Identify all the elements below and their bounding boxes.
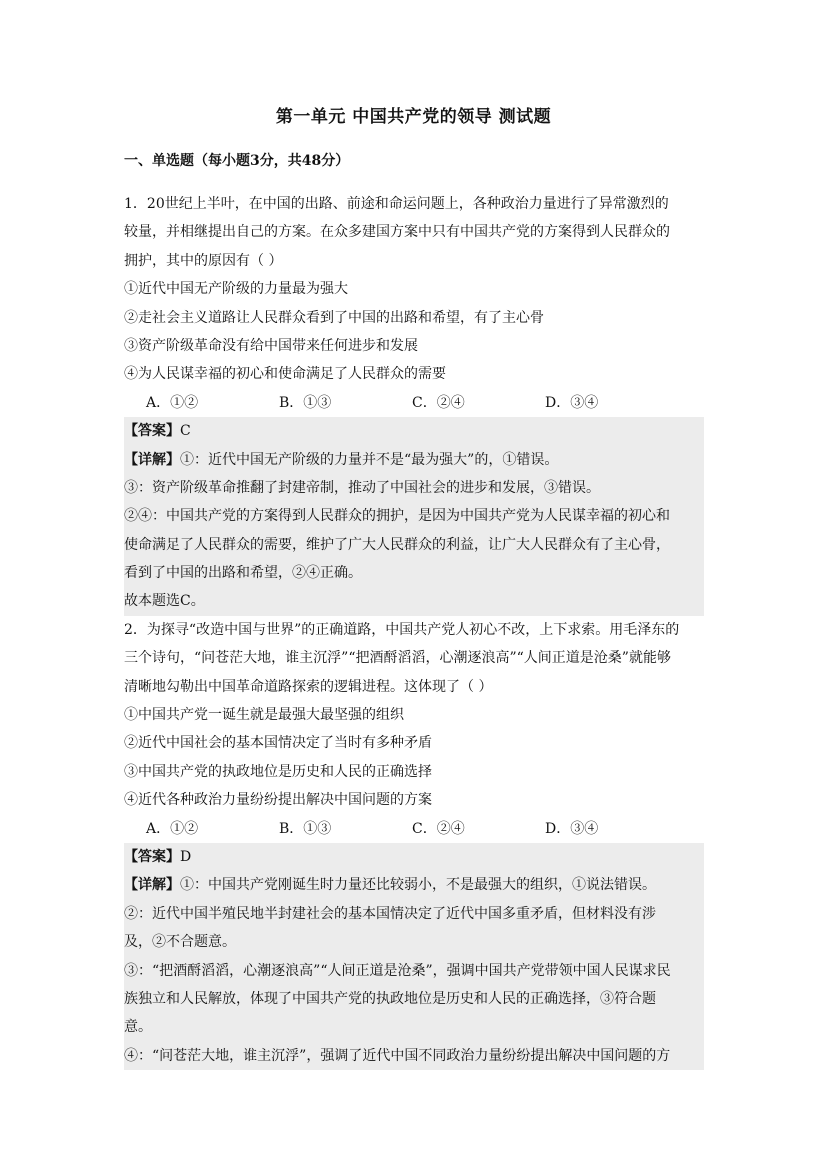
- option-d: D．③④: [545, 820, 599, 837]
- detail-line: ②：近代中国半殖民地半封建社会的基本国情决定了近代中国多重矛盾，但材料没有涉: [124, 905, 656, 922]
- statement: ①中国共产党一诞生就是最强大最坚强的组织: [124, 707, 404, 724]
- answer-line: [124, 843, 704, 871]
- question-stem-line: 拥护，其中的原因有（ ）: [124, 252, 283, 269]
- question-stem-line: 较量，并相继提出自己的方案。在众多建国方案中只有中国共产党的方案得到人民群众的: [124, 224, 670, 241]
- option-b: B．①③: [279, 394, 332, 411]
- option-c: C．②④: [412, 394, 465, 411]
- detail-line: ②④：中国共产党的方案得到人民群众的拥护，是因为中国共产党为人民谋幸福的初心和: [124, 508, 670, 525]
- answer-block: [124, 417, 704, 616]
- question-1: [124, 190, 704, 616]
- answer-options: [124, 389, 704, 417]
- answer-label: 【答案】: [124, 848, 180, 865]
- answer-label: 【答案】: [124, 423, 180, 440]
- detail-text: ①：近代中国无产阶级的力量并不是“最为强大”的，①错误。: [180, 451, 559, 468]
- answer-value: D: [180, 848, 192, 865]
- option-a: A．①②: [146, 394, 199, 411]
- section-heading: 一、单选题（每小题3分，共48分）: [124, 153, 350, 169]
- answer-line: [124, 417, 704, 445]
- detail-line: ③：资产阶级革命推翻了封建帝制，推动了中国社会的进步和发展，③错误。: [124, 479, 600, 496]
- answer-value: C: [180, 423, 191, 440]
- answer-options: [124, 815, 704, 843]
- statement: ③中国共产党的执政地位是历史和人民的正确选择: [124, 763, 432, 780]
- statement: ④近代各种政治力量纷纷提出解决中国问题的方案: [124, 792, 432, 809]
- statement: ②近代中国社会的基本国情决定了当时有多种矛盾: [124, 735, 432, 752]
- detail-line: [124, 446, 704, 474]
- page-title: 第一单元 中国共产党的领导 测试题: [275, 107, 552, 127]
- question-list: [124, 190, 704, 1070]
- detail-line: 看到了中国的出路和希望，②④正确。: [124, 565, 362, 582]
- detail-text: ①：中国共产党刚诞生时力量还比较弱小，不是最强大的组织，①说法错误。: [180, 877, 656, 894]
- detail-line: ③：“把酒酹滔滔，心潮逐浪高”“人间正道是沧桑”，强调中国共产党带领中国人民谋求民: [124, 962, 671, 979]
- detail-line: 及，②不合题意。: [124, 934, 236, 951]
- detail-line: ④：“问苍茫大地，谁主沉浮”，强调了近代中国不同政治力量纷纷提出解决中国问题的方: [124, 1047, 671, 1064]
- question-stem-line: 1．20世纪上半叶，在中国的出路、前途和命运问题上，各种政治力量进行了异常激烈的: [124, 196, 669, 212]
- option-a: A．①②: [146, 820, 199, 837]
- detail-label: 【详解】: [124, 451, 180, 468]
- detail-line: 族独立和人民解放，体现了中国共产党的执政地位是历史和人民的正确选择，③符合题: [124, 990, 656, 1007]
- statement: ③资产阶级革命没有给中国带来任何进步和发展: [124, 337, 418, 354]
- detail-label: 【详解】: [124, 877, 180, 894]
- question-2: [124, 616, 704, 1070]
- question-stem-line: 清晰地勾勒出中国革命道路探索的逻辑进程。这体现了（ ）: [124, 678, 493, 695]
- statement: ①近代中国无产阶级的力量最为强大: [124, 281, 348, 298]
- answer-block: [124, 843, 704, 1070]
- detail-line: [124, 871, 704, 899]
- detail-line: 故本题选C。: [124, 593, 205, 610]
- question-stem-line: 三个诗句，“问苍茫大地，谁主沉浮”“把酒酹滔滔，心潮逐浪高”“人间正道是沧桑”就能够: [124, 650, 671, 667]
- option-b: B．①③: [279, 820, 332, 837]
- option-c: C．②④: [412, 820, 465, 837]
- statement: ④为人民谋幸福的初心和使命满足了人民群众的需要: [124, 366, 446, 383]
- question-stem-line: 2．为探寻“改造中国与世界”的正确道路，中国共产党人初心不改，上下求索。用毛泽东的: [124, 621, 680, 638]
- option-d: D．③④: [545, 394, 599, 411]
- statement: ②走社会主义道路让人民群众看到了中国的出路和希望，有了主心骨: [124, 309, 544, 326]
- detail-line: 意。: [124, 1019, 152, 1036]
- detail-line: 使命满足了人民群众的需要，维护了广大人民群众的利益，让广大人民群众有了主心骨，: [124, 536, 670, 553]
